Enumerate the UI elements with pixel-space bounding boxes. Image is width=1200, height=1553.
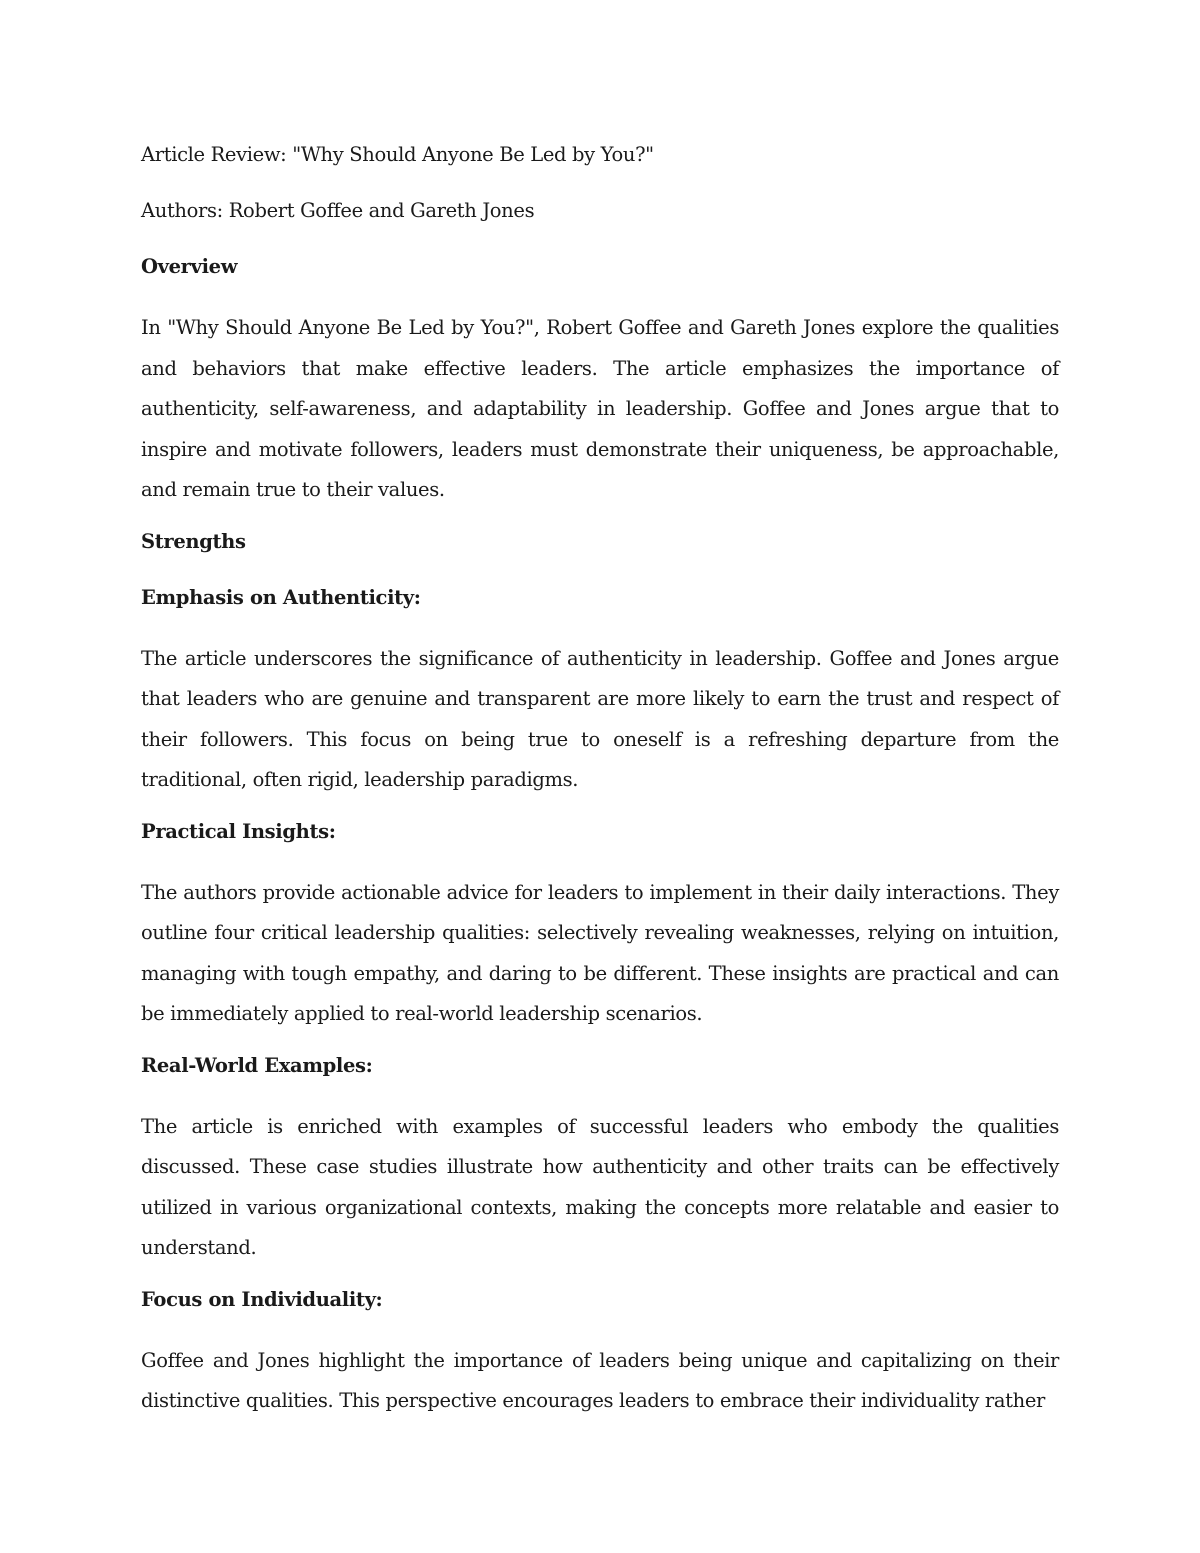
document-title: Article Review: "Why Should Anyone Be Led by You?" xyxy=(141,143,654,166)
strengths-heading: Strengths xyxy=(141,529,246,553)
document-body xyxy=(141,140,1059,1422)
document-authors: Authors: Robert Goffee and Gareth Jones xyxy=(141,199,535,222)
section-heading-real-world-examples: Real-World Examples: xyxy=(141,1053,373,1077)
overview-paragraph: In "Why Should Anyone Be Led by You?", Robert Goffee and Gareth Jones explore the qualities and behaviors that make effective leaders. The article emphasizes the importance of authenticity, self-awareness, and adaptability in leadership. Goffee and Jones argue that to inspire and motivate followers, leaders must demonstrate their uniqueness, be approachable, and remain true to their values. xyxy=(141,316,1059,501)
section-paragraph-real-world-examples: The article is enriched with examples of successful leaders who embody the qualities discussed. These case studies illustrate how authenticity and other traits can be effectively utilized in various organizational contexts, making the concepts more relatable and easier to understand. xyxy=(141,1114,1059,1259)
section-heading-practical-insights: Practical Insights: xyxy=(141,819,336,843)
section-paragraph-authenticity: The article underscores the significance of authenticity in leadership. Goffee and Jones argue that leaders who are genuine and transparent are more likely to earn the trust and respect of their followers. This focus on being true to oneself is a refreshing departure from the traditional, often rigid, leadership paradigms. xyxy=(141,646,1059,791)
section-heading-authenticity: Emphasis on Authenticity: xyxy=(141,585,421,609)
section-heading-individuality: Focus on Individuality: xyxy=(141,1287,383,1311)
section-paragraph-individuality: Goffee and Jones highlight the importance of leaders being unique and capitalizing on their distinctive qualities. This perspective encourages leaders to embrace their individuality rather xyxy=(141,1348,1059,1412)
section-paragraph-practical-insights: The authors provide actionable advice for leaders to implement in their daily interactions. They outline four critical leadership qualities: selectively revealing weaknesses, relying on intuition, managing with tough empathy, and daring to be different. These insights are practical and can be immediately applied to real-world leadership scenarios. xyxy=(141,880,1059,1025)
overview-heading: Overview xyxy=(141,255,238,278)
